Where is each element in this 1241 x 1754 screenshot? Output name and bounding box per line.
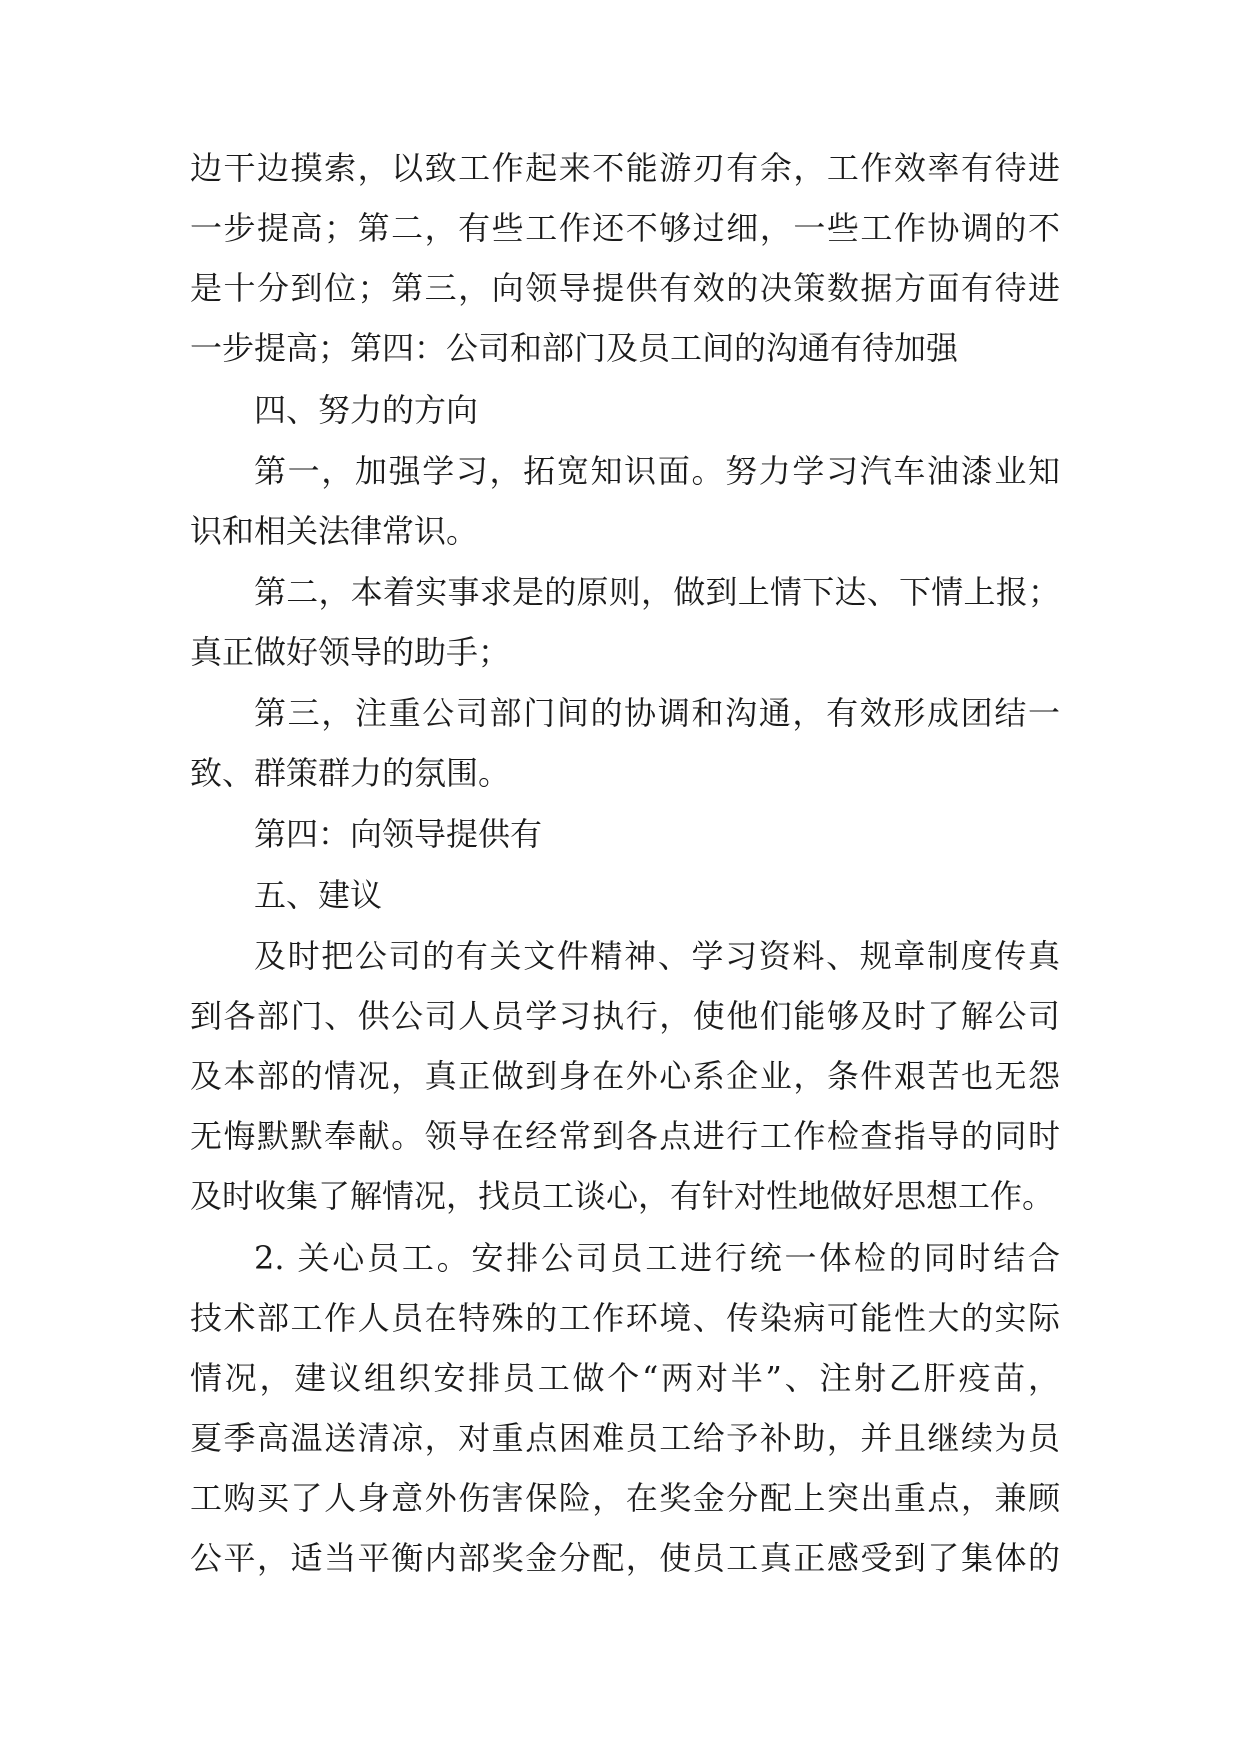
- paragraph-line: 第一，加强学习，拓宽知识面。努力学习汽车油漆业知: [254, 452, 1060, 490]
- paragraph-line: 及时把公司的有关文件精神、学习资料、规章制度传真: [254, 937, 1060, 975]
- paragraph-line: 第二，本着实事求是的原则，做到上情下达、下情上报；: [254, 573, 1060, 611]
- paragraph-line: 夏季高温送清凉，对重点困难员工给予补助，并且继续为员: [190, 1419, 1060, 1457]
- paragraph-line: 第三，注重公司部门间的协调和沟通，有效形成团结一: [254, 694, 1060, 732]
- paragraph-line: 工购买了人身意外伤害保险，在奖金分配上突出重点，兼顾: [190, 1479, 1060, 1517]
- paragraph-line: 技术部工作人员在特殊的工作环境、传染病可能性大的实际: [190, 1299, 1060, 1337]
- paragraph-line: 公平，适当平衡内部奖金分配，使员工真正感受到了集体的: [190, 1539, 1060, 1577]
- paragraph-line: 一步提高；第二，有些工作还不够过细，一些工作协调的不: [190, 209, 1060, 247]
- section-heading: 四、努力的方向: [254, 391, 479, 429]
- paragraph-line: 识和相关法律常识。: [190, 512, 479, 550]
- paragraph-line: 致、群策群力的氛围。: [190, 754, 511, 792]
- paragraph-line: 是十分到位；第三，向领导提供有效的决策数据方面有待进: [190, 269, 1060, 307]
- paragraph-line: 边干边摸索，以致工作起来不能游刃有余，工作效率有待进: [190, 149, 1060, 187]
- paragraph-line: 及时收集了解情况，找员工谈心，有针对性地做好思想工作。: [190, 1177, 1055, 1215]
- paragraph-line: 第四：向领导提供有: [254, 815, 543, 853]
- paragraph-line: 2. 关心员工。安排公司员工进行统一体检的同时结合: [254, 1239, 1060, 1277]
- paragraph-line: 情况，建议组织安排员工做个“两对半”、注射乙肝疫苗，: [190, 1359, 1060, 1397]
- section-heading: 五、建议: [254, 876, 383, 914]
- paragraph-line: 无悔默默奉献。领导在经常到各点进行工作检查指导的同时: [190, 1117, 1060, 1155]
- paragraph-line: 一步提高；第四：公司和部门及员工间的沟通有待加强: [190, 329, 959, 367]
- paragraph-line: 到各部门、供公司人员学习执行，使他们能够及时了解公司: [190, 997, 1060, 1035]
- paragraph-line: 及本部的情况，真正做到身在外心系企业，条件艰苦也无怨: [190, 1057, 1060, 1095]
- paragraph-line: 真正做好领导的助手；: [190, 633, 511, 671]
